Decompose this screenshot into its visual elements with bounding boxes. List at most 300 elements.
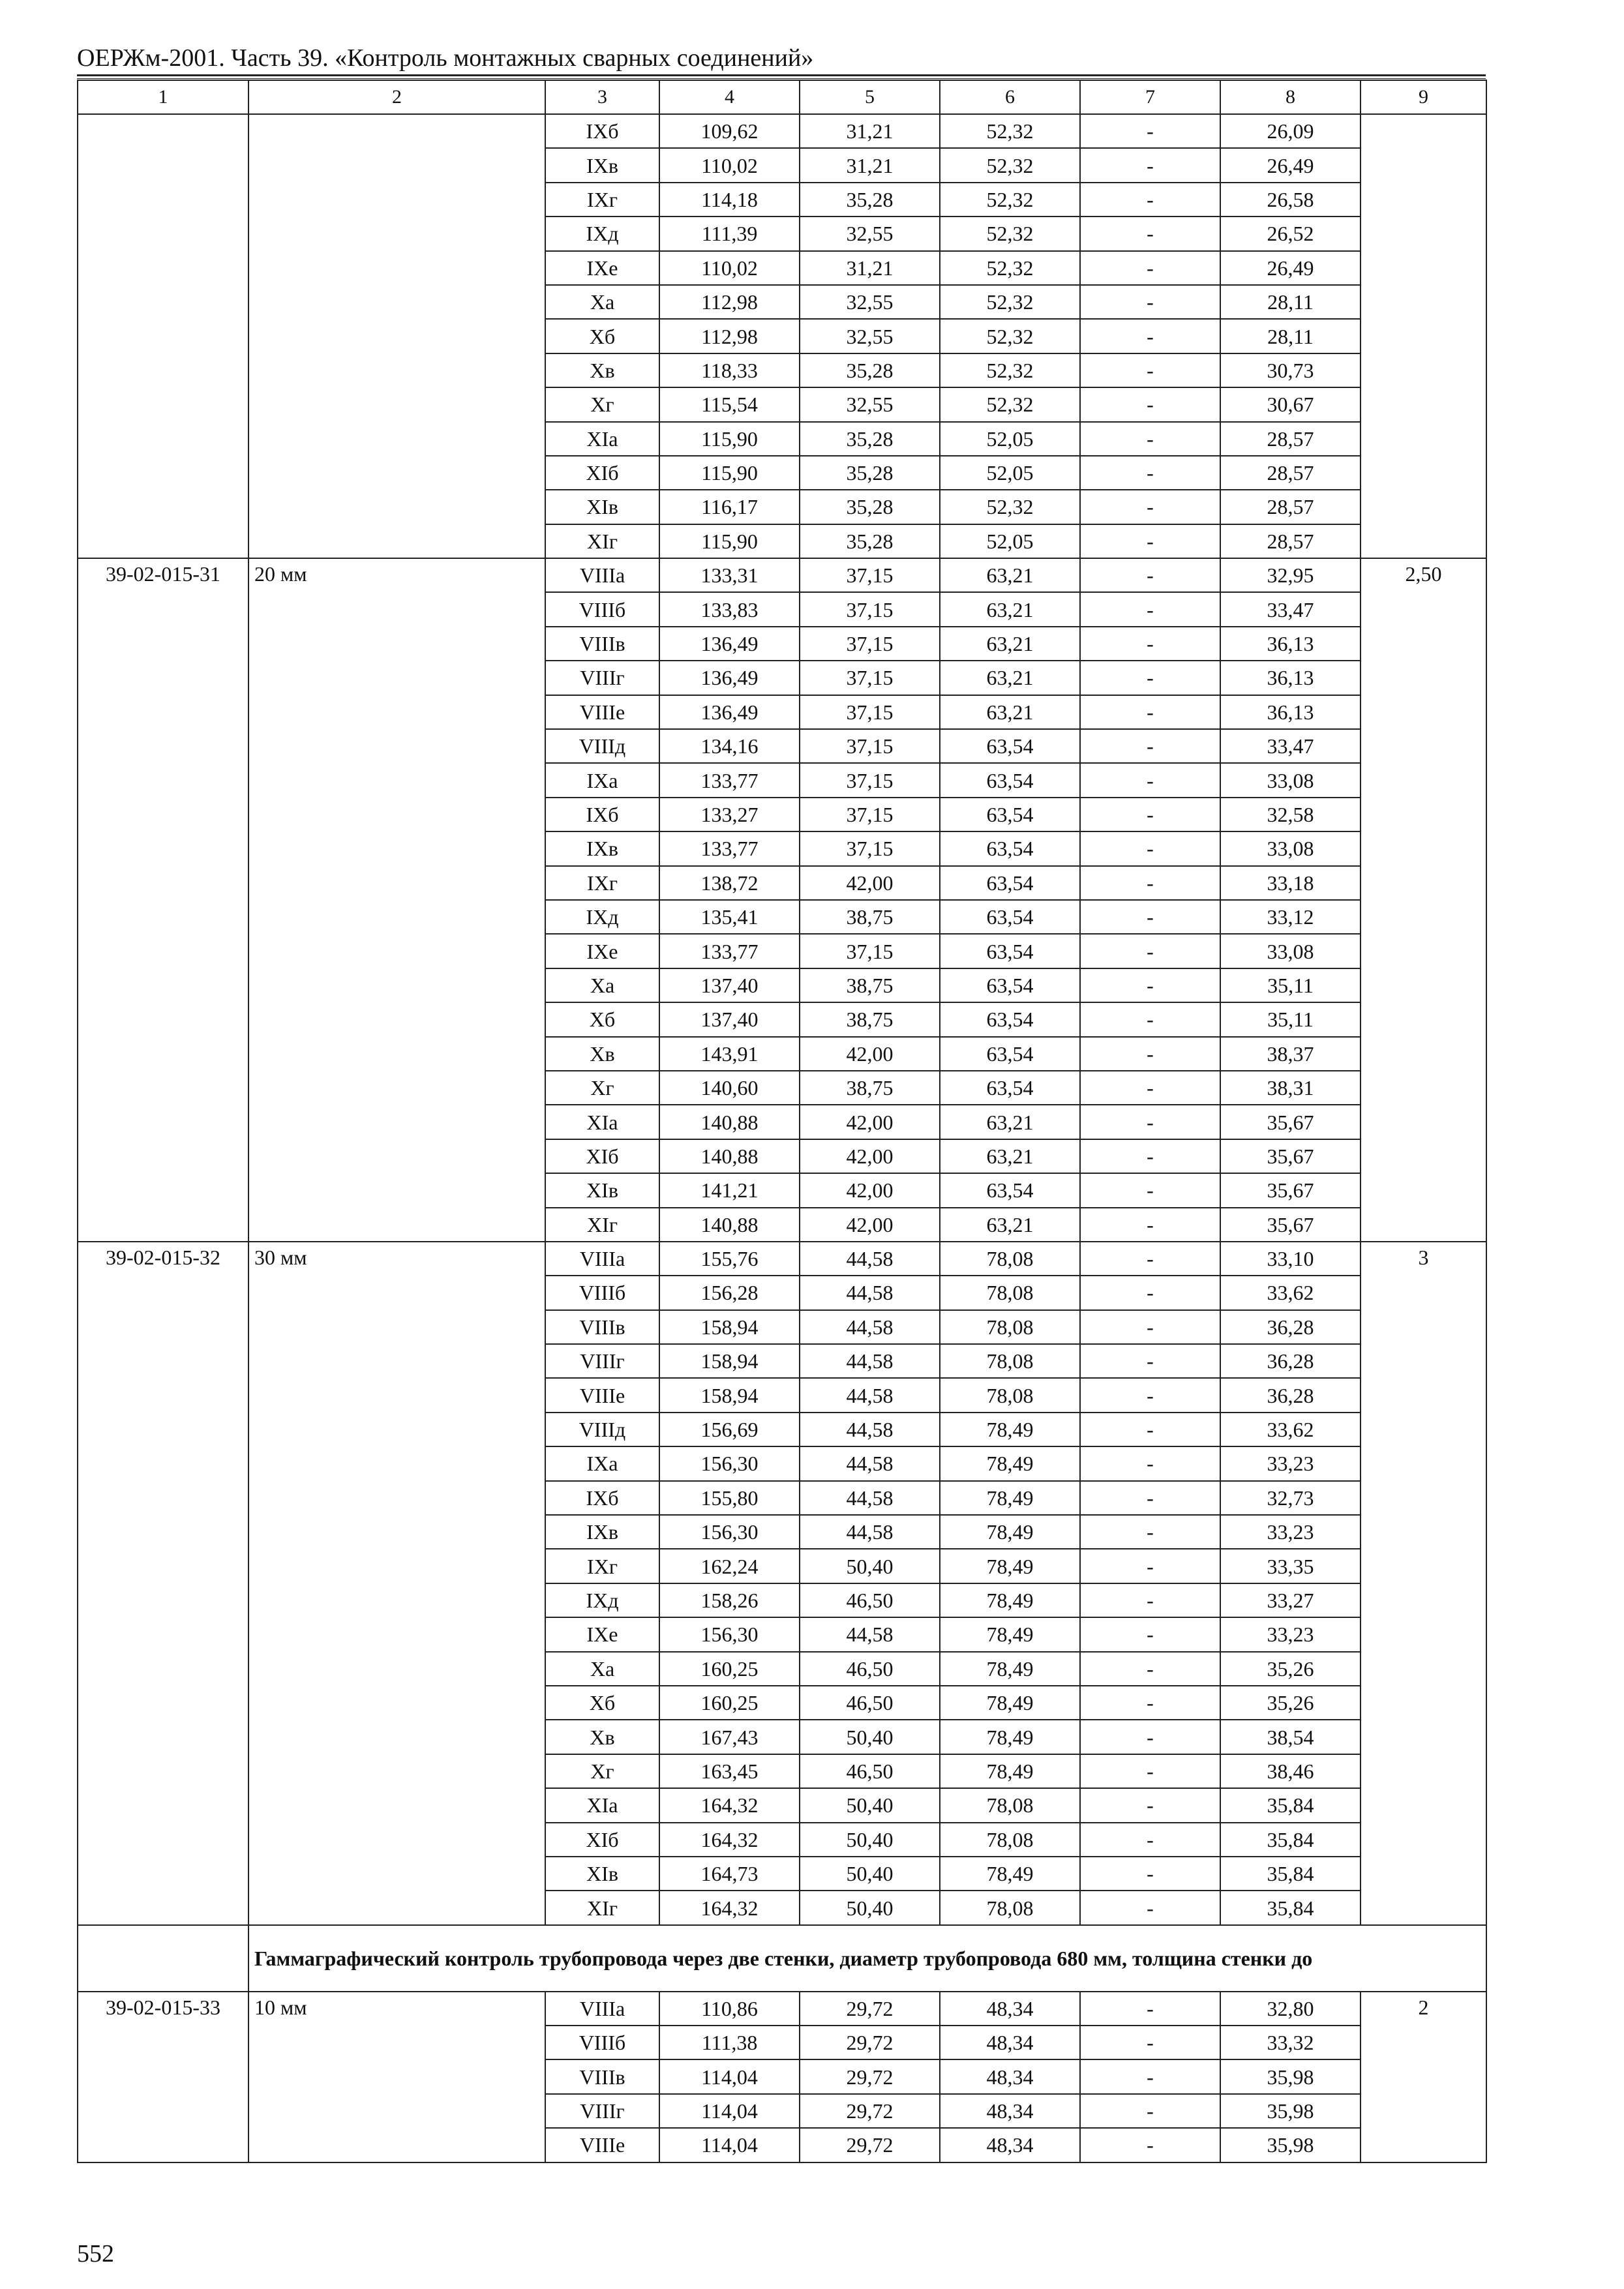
total-cost-cell: 111,39 <box>659 217 800 250</box>
wages-cell: 31,21 <box>800 114 940 148</box>
category-cell: IXе <box>545 251 659 285</box>
materials-cell: 35,98 <box>1220 2094 1361 2128</box>
machinery-cell: 78,08 <box>940 1310 1080 1344</box>
table-row <box>78 558 1486 592</box>
category-cell: XIг <box>545 1891 659 1924</box>
column-header: 6 <box>940 80 1080 114</box>
category-cell: XIв <box>545 1173 659 1207</box>
materials-cell: 33,10 <box>1220 1242 1361 1276</box>
materials-cell: 26,49 <box>1220 251 1361 285</box>
column-header: 4 <box>659 80 800 114</box>
machinery-cell: 63,54 <box>940 1071 1080 1105</box>
machinery-cell: 78,49 <box>940 1857 1080 1891</box>
driver-wages-cell: - <box>1080 285 1220 319</box>
driver-wages-cell: - <box>1080 900 1220 934</box>
driver-wages-cell: - <box>1080 1173 1220 1207</box>
driver-wages-cell: - <box>1080 1071 1220 1105</box>
machinery-cell: 78,49 <box>940 1583 1080 1617</box>
total-cost-cell: 110,02 <box>659 148 800 182</box>
driver-wages-cell: - <box>1080 1139 1220 1173</box>
total-cost-cell: 133,77 <box>659 831 800 865</box>
driver-wages-cell: - <box>1080 1686 1220 1720</box>
total-cost-cell: 140,88 <box>659 1139 800 1173</box>
category-cell: Xб <box>545 1686 659 1720</box>
materials-cell: 33,08 <box>1220 934 1361 968</box>
materials-cell: 35,26 <box>1220 1652 1361 1686</box>
wages-cell: 31,21 <box>800 251 940 285</box>
machinery-cell: 63,54 <box>940 798 1080 831</box>
total-cost-cell: 140,88 <box>659 1105 800 1139</box>
wages-cell: 44,58 <box>800 1276 940 1309</box>
materials-cell: 32,80 <box>1220 1992 1361 2026</box>
wages-cell: 44,58 <box>800 1310 940 1344</box>
wages-cell: 50,40 <box>800 1720 940 1754</box>
total-cost-cell: 156,30 <box>659 1617 800 1651</box>
wages-cell: 50,40 <box>800 1857 940 1891</box>
materials-cell: 26,58 <box>1220 183 1361 217</box>
column-header: 5 <box>800 80 940 114</box>
rate-code: 39-02-015-33 <box>78 1992 248 2162</box>
category-cell: VIIIа <box>545 558 659 592</box>
category-cell: IXа <box>545 1446 659 1480</box>
wages-cell: 29,72 <box>800 2059 940 2093</box>
machinery-cell: 63,54 <box>940 729 1080 763</box>
total-cost-cell: 136,49 <box>659 661 800 695</box>
machinery-cell: 63,54 <box>940 1173 1080 1207</box>
driver-wages-cell: - <box>1080 1002 1220 1036</box>
driver-wages-cell: - <box>1080 148 1220 182</box>
driver-wages-cell: - <box>1080 1891 1220 1924</box>
category-cell: Xв <box>545 353 659 387</box>
category-cell: IXд <box>545 1583 659 1617</box>
category-cell: IXг <box>545 1549 659 1583</box>
machinery-cell: 63,54 <box>940 866 1080 900</box>
driver-wages-cell: - <box>1080 1276 1220 1309</box>
total-cost-cell: 156,69 <box>659 1413 800 1446</box>
materials-cell: 33,47 <box>1220 592 1361 626</box>
column-header-row <box>78 80 1486 114</box>
machinery-cell: 78,49 <box>940 1754 1080 1788</box>
running-header: ОЕРЖм-2001. Часть 39. «Контроль монтажных сварных соединений» <box>77 44 814 72</box>
total-cost-cell: 167,43 <box>659 1720 800 1754</box>
machinery-cell: 78,49 <box>940 1515 1080 1549</box>
category-cell: Xб <box>545 319 659 353</box>
rate-code: 39-02-015-31 <box>78 558 248 1242</box>
machinery-cell: 48,34 <box>940 1992 1080 2026</box>
machinery-cell: 63,21 <box>940 1105 1080 1139</box>
machinery-cell: 63,54 <box>940 934 1080 968</box>
total-cost-cell: 134,16 <box>659 729 800 763</box>
machinery-cell: 78,49 <box>940 1617 1080 1651</box>
total-cost-cell: 164,32 <box>659 1891 800 1924</box>
wages-cell: 50,40 <box>800 1823 940 1857</box>
machinery-cell: 78,08 <box>940 1242 1080 1276</box>
machinery-cell: 52,32 <box>940 387 1080 421</box>
materials-cell: 28,11 <box>1220 319 1361 353</box>
machinery-cell: 63,21 <box>940 592 1080 626</box>
machinery-cell: 63,54 <box>940 900 1080 934</box>
wages-cell: 46,50 <box>800 1686 940 1720</box>
materials-cell: 32,73 <box>1220 1481 1361 1515</box>
total-cost-cell: 140,88 <box>659 1208 800 1242</box>
driver-wages-cell: - <box>1080 1617 1220 1651</box>
category-cell: XIв <box>545 1857 659 1891</box>
driver-wages-cell: - <box>1080 592 1220 626</box>
materials-cell: 38,46 <box>1220 1754 1361 1788</box>
wages-cell: 42,00 <box>800 866 940 900</box>
total-cost-cell: 143,91 <box>659 1037 800 1071</box>
machinery-cell: 52,32 <box>940 319 1080 353</box>
category-cell: Xа <box>545 968 659 1002</box>
driver-wages-cell: - <box>1080 353 1220 387</box>
total-cost-cell: 160,25 <box>659 1652 800 1686</box>
total-cost-cell: 164,32 <box>659 1823 800 1857</box>
wages-cell: 29,72 <box>800 1992 940 2026</box>
materials-cell: 26,52 <box>1220 217 1361 250</box>
wages-cell: 38,75 <box>800 1002 940 1036</box>
wages-cell: 42,00 <box>800 1208 940 1242</box>
wages-cell: 46,50 <box>800 1583 940 1617</box>
category-cell: VIIIб <box>545 592 659 626</box>
materials-cell: 32,58 <box>1220 798 1361 831</box>
wages-cell: 38,75 <box>800 900 940 934</box>
category-cell: Xб <box>545 1002 659 1036</box>
materials-cell: 35,84 <box>1220 1788 1361 1822</box>
wages-cell: 37,15 <box>800 831 940 865</box>
driver-wages-cell: - <box>1080 1378 1220 1412</box>
machinery-cell: 63,54 <box>940 1002 1080 1036</box>
category-cell: IXд <box>545 217 659 250</box>
wages-cell: 35,28 <box>800 183 940 217</box>
driver-wages-cell: - <box>1080 934 1220 968</box>
machinery-cell: 78,49 <box>940 1446 1080 1480</box>
category-cell: XIа <box>545 422 659 456</box>
wages-cell: 44,58 <box>800 1446 940 1480</box>
total-cost-cell: 135,41 <box>659 900 800 934</box>
machinery-cell: 52,32 <box>940 148 1080 182</box>
total-cost-cell: 158,94 <box>659 1344 800 1378</box>
materials-cell: 35,67 <box>1220 1139 1361 1173</box>
machinery-cell: 78,08 <box>940 1276 1080 1309</box>
driver-wages-cell: - <box>1080 1720 1220 1754</box>
total-cost-cell: 118,33 <box>659 353 800 387</box>
materials-cell: 33,08 <box>1220 831 1361 865</box>
category-cell: Xг <box>545 387 659 421</box>
category-cell: VIIIе <box>545 1378 659 1412</box>
materials-cell: 35,11 <box>1220 968 1361 1002</box>
total-cost-cell: 136,49 <box>659 695 800 729</box>
wall-thickness: 20 мм <box>248 558 545 1242</box>
total-cost-cell: 111,38 <box>659 2026 800 2059</box>
materials-cell: 35,11 <box>1220 1002 1361 1036</box>
category-cell: VIIIе <box>545 2128 659 2162</box>
category-cell: VIIIе <box>545 695 659 729</box>
wall-thickness <box>248 114 545 558</box>
materials-cell: 33,08 <box>1220 763 1361 797</box>
machinery-cell: 78,08 <box>940 1823 1080 1857</box>
materials-cell: 35,26 <box>1220 1686 1361 1720</box>
materials-cell: 33,23 <box>1220 1446 1361 1480</box>
total-cost-cell: 155,76 <box>659 1242 800 1276</box>
driver-wages-cell: - <box>1080 183 1220 217</box>
machinery-cell: 52,32 <box>940 285 1080 319</box>
materials-cell: 28,11 <box>1220 285 1361 319</box>
driver-wages-cell: - <box>1080 319 1220 353</box>
machinery-cell: 63,54 <box>940 831 1080 865</box>
wages-cell: 38,75 <box>800 968 940 1002</box>
total-cost-cell: 164,73 <box>659 1857 800 1891</box>
header-rule-thin <box>77 78 1486 79</box>
materials-cell: 33,12 <box>1220 900 1361 934</box>
driver-wages-cell: - <box>1080 387 1220 421</box>
wages-cell: 35,28 <box>800 524 940 558</box>
category-cell: XIб <box>545 1139 659 1173</box>
machinery-cell: 52,32 <box>940 353 1080 387</box>
machinery-cell: 63,54 <box>940 763 1080 797</box>
category-cell: XIг <box>545 524 659 558</box>
machinery-cell: 52,05 <box>940 456 1080 490</box>
wages-cell: 44,58 <box>800 1242 940 1276</box>
materials-cell: 33,27 <box>1220 1583 1361 1617</box>
materials-cell: 30,67 <box>1220 387 1361 421</box>
machinery-cell: 48,34 <box>940 2128 1080 2162</box>
machinery-cell: 52,05 <box>940 422 1080 456</box>
total-cost-cell: 137,40 <box>659 1002 800 1036</box>
driver-wages-cell: - <box>1080 968 1220 1002</box>
header-rule-thick <box>77 74 1486 76</box>
materials-cell: 33,23 <box>1220 1617 1361 1651</box>
rate-code: 39-02-015-32 <box>78 1242 248 1925</box>
materials-cell: 33,35 <box>1220 1549 1361 1583</box>
materials-cell: 35,84 <box>1220 1823 1361 1857</box>
category-cell: XIа <box>545 1788 659 1822</box>
materials-cell: 33,47 <box>1220 729 1361 763</box>
category-cell: Xг <box>545 1754 659 1788</box>
driver-wages-cell: - <box>1080 661 1220 695</box>
wages-cell: 42,00 <box>800 1037 940 1071</box>
wages-cell: 50,40 <box>800 1788 940 1822</box>
total-cost-cell: 156,30 <box>659 1446 800 1480</box>
wages-cell: 44,58 <box>800 1413 940 1446</box>
category-cell: Xа <box>545 285 659 319</box>
wages-cell: 37,15 <box>800 934 940 968</box>
driver-wages-cell: - <box>1080 798 1220 831</box>
total-cost-cell: 158,26 <box>659 1583 800 1617</box>
category-cell: IXб <box>545 798 659 831</box>
materials-cell: 28,57 <box>1220 456 1361 490</box>
driver-wages-cell: - <box>1080 524 1220 558</box>
materials-cell: 36,13 <box>1220 627 1361 661</box>
machinery-cell: 63,21 <box>940 558 1080 592</box>
category-cell: VIIIа <box>545 1992 659 2026</box>
driver-wages-cell: - <box>1080 422 1220 456</box>
driver-wages-cell: - <box>1080 1583 1220 1617</box>
total-cost-cell: 114,04 <box>659 2059 800 2093</box>
total-cost-cell: 112,98 <box>659 285 800 319</box>
total-cost-cell: 109,62 <box>659 114 800 148</box>
category-cell: Xг <box>545 1071 659 1105</box>
materials-cell: 36,28 <box>1220 1378 1361 1412</box>
category-cell: IXг <box>545 183 659 217</box>
category-cell: VIIIв <box>545 627 659 661</box>
wages-cell: 37,15 <box>800 798 940 831</box>
wages-cell: 50,40 <box>800 1891 940 1924</box>
materials-cell: 38,54 <box>1220 1720 1361 1754</box>
table-row <box>78 114 1486 148</box>
wages-cell: 29,72 <box>800 2094 940 2128</box>
column-header: 3 <box>545 80 659 114</box>
materials-cell: 36,13 <box>1220 695 1361 729</box>
machinery-cell: 63,21 <box>940 695 1080 729</box>
wages-cell: 35,28 <box>800 422 940 456</box>
machinery-cell: 63,21 <box>940 1139 1080 1173</box>
machinery-cell: 48,34 <box>940 2059 1080 2093</box>
machinery-cell: 52,32 <box>940 217 1080 250</box>
wages-cell: 32,55 <box>800 387 940 421</box>
materials-cell: 33,62 <box>1220 1413 1361 1446</box>
total-cost-cell: 114,18 <box>659 183 800 217</box>
materials-cell: 35,84 <box>1220 1891 1361 1924</box>
wages-cell: 46,50 <box>800 1652 940 1686</box>
total-cost-cell: 137,40 <box>659 968 800 1002</box>
total-cost-cell: 133,31 <box>659 558 800 592</box>
wages-cell: 37,15 <box>800 661 940 695</box>
total-cost-cell: 155,80 <box>659 1481 800 1515</box>
total-cost-cell: 115,90 <box>659 456 800 490</box>
materials-cell: 35,98 <box>1220 2128 1361 2162</box>
wages-cell: 37,15 <box>800 695 940 729</box>
driver-wages-cell: - <box>1080 2059 1220 2093</box>
total-cost-cell: 158,94 <box>659 1378 800 1412</box>
machinery-cell: 63,21 <box>940 627 1080 661</box>
wages-cell: 37,15 <box>800 592 940 626</box>
column-header: 7 <box>1080 80 1220 114</box>
total-cost-cell: 116,17 <box>659 490 800 524</box>
machinery-cell: 63,54 <box>940 1037 1080 1071</box>
category-cell: IXв <box>545 148 659 182</box>
wages-cell: 35,28 <box>800 490 940 524</box>
driver-wages-cell: - <box>1080 1515 1220 1549</box>
machinery-cell: 52,32 <box>940 490 1080 524</box>
total-cost-cell: 110,02 <box>659 251 800 285</box>
category-cell: IXв <box>545 831 659 865</box>
driver-wages-cell: - <box>1080 1652 1220 1686</box>
machinery-cell: 78,49 <box>940 1720 1080 1754</box>
labor-coefficient <box>1361 114 1486 558</box>
machinery-cell: 48,34 <box>940 2026 1080 2059</box>
total-cost-cell: 112,98 <box>659 319 800 353</box>
total-cost-cell: 110,86 <box>659 1992 800 2026</box>
category-cell: XIб <box>545 1823 659 1857</box>
materials-cell: 33,32 <box>1220 2026 1361 2059</box>
machinery-cell: 78,08 <box>940 1788 1080 1822</box>
labor-coefficient: 2,50 <box>1361 558 1486 1242</box>
column-header: 1 <box>78 80 248 114</box>
total-cost-cell: 136,49 <box>659 627 800 661</box>
wages-cell: 37,15 <box>800 558 940 592</box>
driver-wages-cell: - <box>1080 558 1220 592</box>
total-cost-cell: 133,83 <box>659 592 800 626</box>
category-cell: VIIIв <box>545 2059 659 2093</box>
machinery-cell: 78,08 <box>940 1378 1080 1412</box>
category-cell: IXа <box>545 763 659 797</box>
section-blank-cell <box>78 1925 248 1992</box>
category-cell: Xв <box>545 1037 659 1071</box>
labor-coefficient: 2 <box>1361 1992 1486 2162</box>
driver-wages-cell: - <box>1080 2026 1220 2059</box>
total-cost-cell: 156,30 <box>659 1515 800 1549</box>
materials-cell: 33,62 <box>1220 1276 1361 1309</box>
wall-thickness: 30 мм <box>248 1242 545 1925</box>
driver-wages-cell: - <box>1080 866 1220 900</box>
category-cell: VIIIб <box>545 2026 659 2059</box>
machinery-cell: 78,49 <box>940 1481 1080 1515</box>
table-row <box>78 1242 1486 1276</box>
wages-cell: 50,40 <box>800 1549 940 1583</box>
total-cost-cell: 115,90 <box>659 524 800 558</box>
category-cell: Xа <box>545 1652 659 1686</box>
category-cell: VIIIг <box>545 1344 659 1378</box>
machinery-cell: 78,49 <box>940 1652 1080 1686</box>
category-cell: VIIIг <box>545 2094 659 2128</box>
wages-cell: 35,28 <box>800 353 940 387</box>
wages-cell: 42,00 <box>800 1173 940 1207</box>
category-cell: XIг <box>545 1208 659 1242</box>
machinery-cell: 78,49 <box>940 1686 1080 1720</box>
materials-cell: 35,84 <box>1220 1857 1361 1891</box>
driver-wages-cell: - <box>1080 1857 1220 1891</box>
total-cost-cell: 164,32 <box>659 1788 800 1822</box>
total-cost-cell: 141,21 <box>659 1173 800 1207</box>
wages-cell: 35,28 <box>800 456 940 490</box>
materials-cell: 35,98 <box>1220 2059 1361 2093</box>
materials-cell: 38,37 <box>1220 1037 1361 1071</box>
driver-wages-cell: - <box>1080 1037 1220 1071</box>
total-cost-cell: 140,60 <box>659 1071 800 1105</box>
total-cost-cell: 162,24 <box>659 1549 800 1583</box>
driver-wages-cell: - <box>1080 490 1220 524</box>
category-cell: VIIIв <box>545 1310 659 1344</box>
category-cell: VIIIд <box>545 729 659 763</box>
driver-wages-cell: - <box>1080 217 1220 250</box>
driver-wages-cell: - <box>1080 1788 1220 1822</box>
machinery-cell: 63,21 <box>940 1208 1080 1242</box>
category-cell: IXе <box>545 934 659 968</box>
wages-cell: 37,15 <box>800 729 940 763</box>
section-heading-row <box>78 1925 1486 1992</box>
total-cost-cell: 163,45 <box>659 1754 800 1788</box>
total-cost-cell: 158,94 <box>659 1310 800 1344</box>
category-cell: IXд <box>545 900 659 934</box>
wages-cell: 46,50 <box>800 1754 940 1788</box>
machinery-cell: 63,54 <box>940 968 1080 1002</box>
wages-cell: 37,15 <box>800 627 940 661</box>
section-title: Гаммаграфический контроль трубопровода через две стенки, диаметр трубопровода 680 мм, толщина стенки до <box>248 1925 1486 1992</box>
materials-cell: 36,13 <box>1220 661 1361 695</box>
category-cell: VIIIа <box>545 1242 659 1276</box>
wages-cell: 44,58 <box>800 1481 940 1515</box>
materials-cell: 38,31 <box>1220 1071 1361 1105</box>
materials-cell: 35,67 <box>1220 1173 1361 1207</box>
total-cost-cell: 133,27 <box>659 798 800 831</box>
category-cell: IXе <box>545 1617 659 1651</box>
machinery-cell: 78,08 <box>940 1891 1080 1924</box>
column-header: 8 <box>1220 80 1361 114</box>
table-row <box>78 1992 1486 2026</box>
machinery-cell: 63,21 <box>940 661 1080 695</box>
materials-cell: 26,09 <box>1220 114 1361 148</box>
driver-wages-cell: - <box>1080 729 1220 763</box>
